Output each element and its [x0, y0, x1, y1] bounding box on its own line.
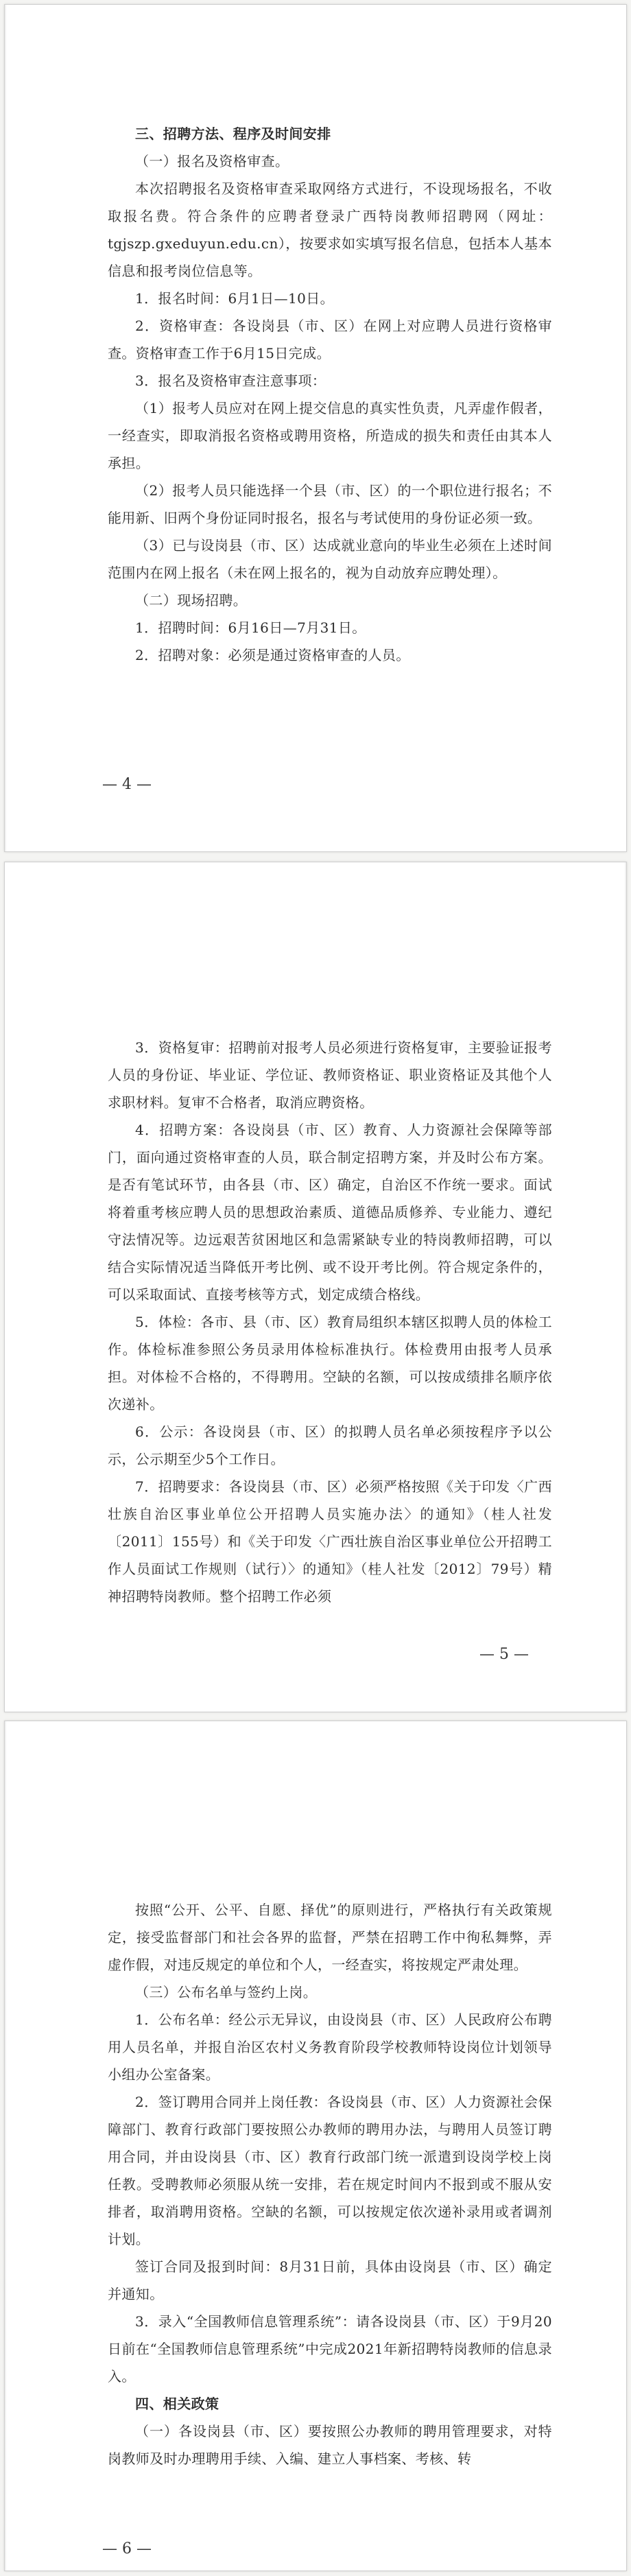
page-body [108, 1034, 552, 1610]
paragraph: 签订合同及报到时间：8月31日前，具体由设岗县（市、区）确定并通知。 [108, 2258, 552, 2302]
paragraph: 2．招聘对象：必须是通过资格审查的人员。 [135, 647, 410, 663]
document-page-5 [4, 862, 627, 1712]
subsection-heading: （三）公布名单与签约上岗。 [135, 1984, 318, 2000]
page-number: — 5 — [479, 1646, 529, 1663]
paragraph: 4．招聘方案：各设岗县（市、区）教育、人力资源社会保障等部门，面向通过资格审查的人员，联合制定招聘方案，并及时公布方案。是否有笔试环节，由各县（市、区）确定，自治区不作统一要求。面试将着重考核应聘人员的思想政治素质、道德品质修养、专业能力、遵纪守法情况等。边远艰苦贫困地区和急需紧缺专业的特岗教师招聘，可以结合实际情况适当降低开考比例、或不设开考比例。符合规定条件的，可以采取面试、直接考核等方式，划定成绩合格线。 [108, 1122, 552, 1303]
paragraph: 1．招聘时间：6月16日—7月31日。 [135, 619, 366, 636]
paragraph: （1）报考人员应对在网上提交信息的真实性负责，凡弄虚作假者，一经查实，即取消报名资格或聘用资格，所造成的损失和责任由其本人承担。 [108, 400, 552, 471]
subsection-heading: （二）现场招聘。 [135, 592, 248, 608]
document-page-6 [4, 1721, 627, 2571]
scan-edge [5, 5, 6, 851]
paragraph: 1．公布名单：经公示无异议，由设岗县（市、区）人民政府公布聘用人员名单，并报自治区农村义务教育阶段学校教师特设岗位计划领导小组办公室备案。 [108, 2011, 552, 2083]
paragraph: 2．资格审查：各设岗县（市、区）在网上对应聘人员进行资格审查。资格审查工作于6月15日完成。 [108, 318, 552, 362]
section-heading: 四、相关政策 [135, 2396, 219, 2412]
page-body [108, 1896, 552, 2472]
paragraph: 2．签订聘用合同并上岗任教：各设岗县（市、区）人力资源社会保障部门、教育行政部门要按照公办教师的聘用办法，与聘用人员签订聘用合同，并由设岗县（市、区）教育行政部门统一派遣到设岗学校上岗任教。受聘教师必须服从统一安排，若在规定时间内不报到或不服从安排者，取消聘用资格。空缺的名额，可以按规定依次递补录用或者调剂计划。 [108, 2094, 552, 2247]
paragraph: 本次招聘报名及资格审查采取网络方式进行，不设现场报名，不收取报名费。符合条件的应聘者登录广西特岗教师招聘网（网址：tgjszp.gxeduyun.edu.cn），按要求如实填写报名信息，包括本人基本信息和报考岗位信息等。 [108, 180, 552, 279]
page-number: — 4 — [102, 776, 152, 793]
page-number: — 6 — [102, 2540, 152, 2557]
paragraph: 6．公示：各设岗县（市、区）的拟聘人员名单必须按程序予以公示，公示期至少5个工作日。 [108, 1423, 552, 1467]
paragraph: 5．体检：各市、县（市、区）教育局组织本辖区拟聘人员的体检工作。体检标准参照公务员录用体检标准执行。体检费用由报考人员承担。对体检不合格的，不得聘用。空缺的名额，可以按成绩排名顺序依次递补。 [108, 1314, 552, 1413]
paragraph: （3）已与设岗县（市、区）达成就业意向的毕业生必须在上述时间范围内在网上报名（未在网上报名的，视为自动放弃应聘处理）。 [108, 537, 552, 581]
paragraph: 7．招聘要求：各设岗县（市、区）必须严格按照《关于印发〈广西壮族自治区事业单位公开招聘人员实施办法〉的通知》（桂人社发〔2011〕155号）和《关于印发〈广西壮族自治区事业单位公开招聘工作人员面试工作规则（试行）〉的通知》（桂人社发〔2012〕79号）精神招聘特岗教师。整个招聘工作必须 [108, 1478, 552, 1605]
page-body [108, 120, 552, 669]
scan-edge [625, 862, 626, 1712]
document-page-4 [4, 4, 627, 852]
paragraph: 3．报名及资格审查注意事项： [135, 373, 326, 389]
subsection-heading: （一）报名及资格审查。 [135, 153, 289, 169]
paragraph: 1．报名时间：6月1日—10日。 [135, 290, 335, 307]
section-heading: 三、招聘方法、程序及时间安排 [135, 126, 331, 142]
paragraph: 按照“公开、公平、自愿、择优”的原则进行，严格执行有关政策规定，接受监督部门和社会各界的监督，严禁在招聘工作中徇私舞弊，弄虚作假，对违反规定的单位和个人，一经查实，将按规定严肃处理。 [108, 1902, 552, 1973]
paragraph: 3．录入“全国教师信息管理系统”：请各设岗县（市、区）于9月20日前在“全国教师信息管理系统”中完成2021年新招聘特岗教师的信息录入。 [108, 2313, 552, 2385]
paragraph: （2）报考人员只能选择一个县（市、区）的一个职位进行报名；不能用新、旧两个身份证同时报名，报名与考试使用的身份证必须一致。 [108, 482, 552, 526]
scan-edge [5, 1721, 6, 2571]
paragraph: 3．资格复审：招聘前对报考人员必须进行资格复审，主要验证报考人员的身份证、毕业证、学位证、教师资格证、职业资格证及其他个人求职材料。复审不合格者，取消应聘资格。 [108, 1039, 552, 1111]
paragraph: （一）各设岗县（市、区）要按照公办教师的聘用管理要求，对特岗教师及时办理聘用手续、入编、建立人事档案、考核、转 [108, 2423, 552, 2467]
